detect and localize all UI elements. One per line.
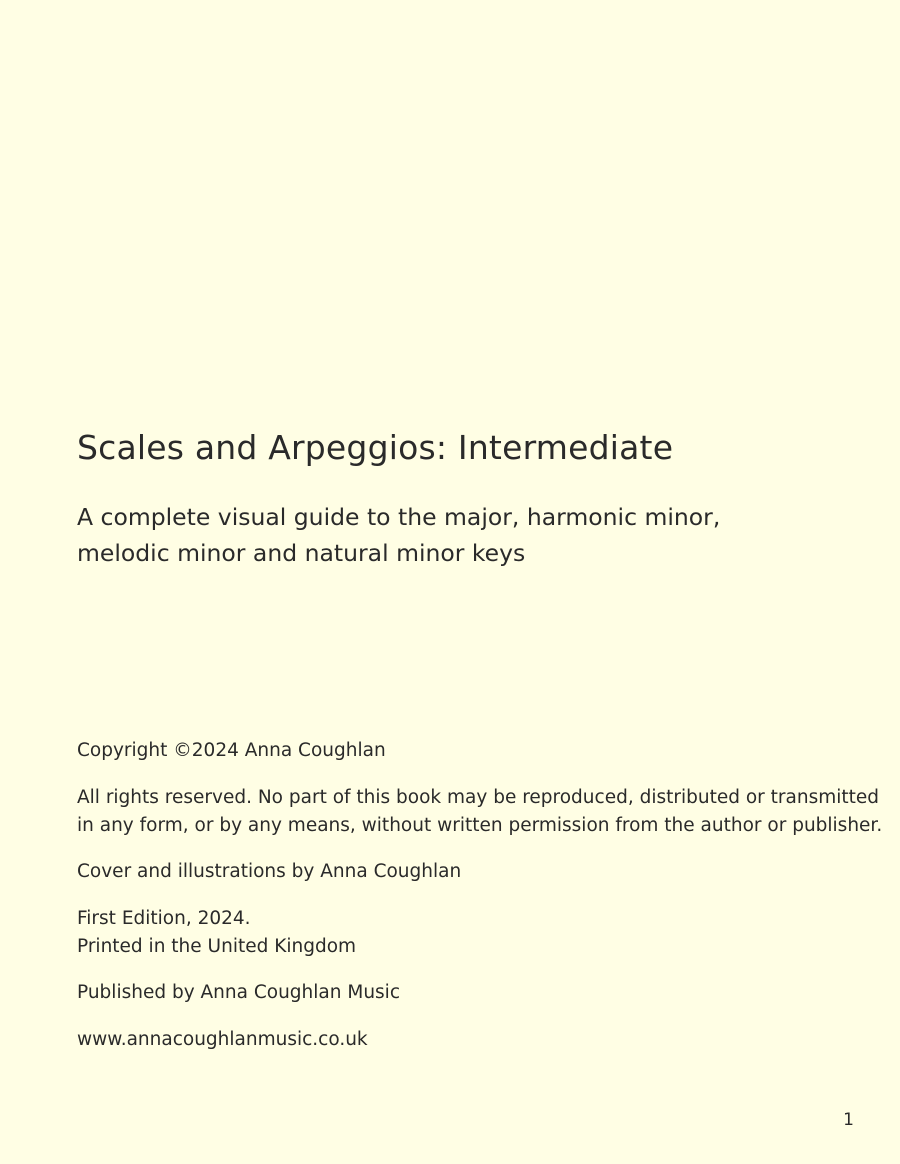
- copyright-block: [77, 737, 883, 1072]
- rights-line: in any form, or by any means, without written permission from the author or publisher.: [77, 814, 883, 836]
- edition-line: First Edition, 2024.: [77, 907, 251, 929]
- subtitle-line: melodic minor and natural minor keys: [77, 539, 526, 567]
- printed-line: Printed in the United Kingdom: [77, 935, 357, 957]
- book-subtitle: [77, 499, 797, 571]
- book-title: Scales and Arpeggios: Intermediate: [77, 428, 674, 467]
- copyright-notice: Copyright ©2024 Anna Coughlan: [77, 740, 386, 761]
- credits-line: Cover and illustrations by Anna Coughlan: [77, 861, 462, 882]
- rights-statement: [77, 784, 883, 840]
- publisher-line: Published by Anna Coughlan Music: [77, 982, 400, 1003]
- rights-line: All rights reserved. No part of this book may be reproduced, distributed or transmitted: [77, 786, 879, 808]
- website-url: www.annacoughlanmusic.co.uk: [77, 1028, 368, 1050]
- subtitle-line: A complete visual guide to the major, harmonic minor,: [77, 503, 721, 531]
- edition-info: [77, 905, 867, 961]
- page-number: 1: [843, 1110, 854, 1130]
